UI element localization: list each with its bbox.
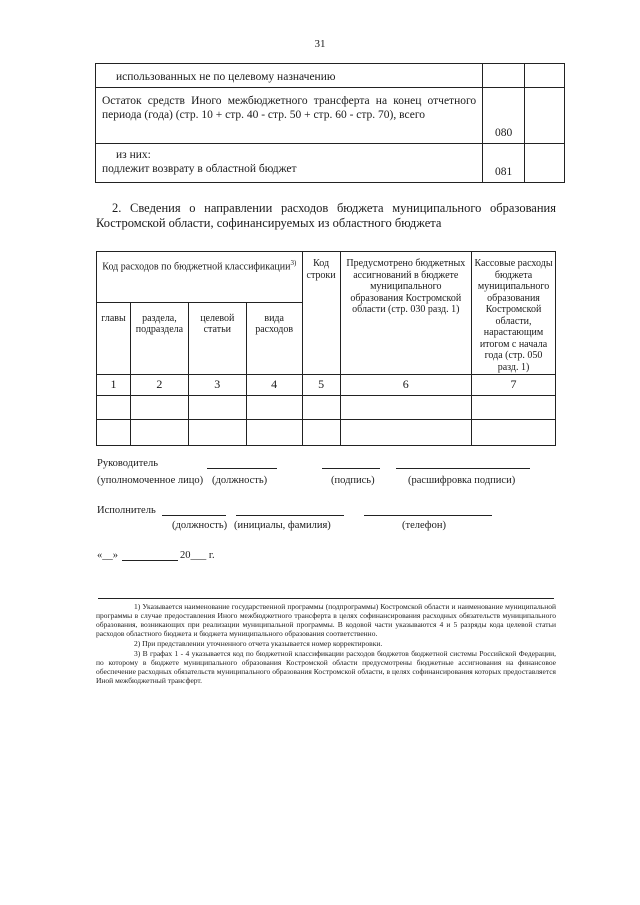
sub-head-chapter: главы [97,302,131,374]
col-number: 5 [302,375,340,396]
row-label: использованных не по целевому назначению [96,64,483,88]
signature-label: (подпись) [331,475,375,486]
executor-name-line [236,515,344,516]
date-year: 20___ г. [180,550,215,561]
executor-position-line [162,515,226,516]
head-group-cell [97,252,303,303]
col-number: 7 [472,375,556,396]
page-number: 31 [314,38,326,50]
executor-phone-line [364,515,492,516]
header-row [97,252,556,303]
col-number: 1 [97,375,131,396]
head-decode-line [396,468,530,469]
decode-label: (расшифровка подписи) [408,475,516,486]
row-value [525,64,565,88]
expenses-table [96,251,556,446]
row-code: 080 [483,88,525,144]
head-position-line [207,468,277,469]
col-code: Код строки [302,252,340,375]
head-group: Код расходов по бюджетной классификации [102,261,291,273]
top-table [95,63,565,183]
executor-label: Исполнитель [97,505,156,516]
col-planned: Предусмотрено бюджетных ассигнований в бюджете муниципального образования Костромской области (стр. 030 разд. 1) [340,252,471,375]
row-code: 081 [483,144,525,183]
position-label-2: (должность) [172,520,228,531]
col-number: 2 [130,375,188,396]
footnote-1: 1) Указывается наименование государственной программы (подпрограммы) Костромской области и наименование муниципальной программы в случае предоставления Иного межбюджетного трансферта в целях софинансирования расходных обязательств муниципального образования, возникающих при реализации муниципальной программы. В кодовой части указываются 4 и 5 разряды кода целевой статьи расходов областного бюджета и бюджета муниципального образования соответственно. [96,602,556,638]
row-value [525,88,565,144]
initials-label: (инициалы, фамилия) [234,520,331,531]
footnote-2: 2) При представлении уточненного отчета указывается номер корректировки. [134,639,383,648]
table-row [96,144,565,183]
footnote-separator [98,598,554,599]
section-heading: 2. Сведения о направлении расходов бюджета муниципального образования Костромской области, софинансируемых из областного бюджета [96,201,556,230]
sub-head-article: целевой статьи [188,302,246,374]
sub-head-type: вида расходов [246,302,302,374]
footnote-3: 3) В графах 1 - 4 указывается код по бюджетной классификации расходов бюджетов бюджетной системы Российской Федерации, по которому в бюджете муниципального образования Костромской области предусмотрены бюджетные ассигнования на финансовое обеспечение расходных обязательств муниципального образования Костромской области, в целях софинансирования которых предоставляется Иной межбюджетный трансферт. [96,649,556,685]
row-label-line1: из них: [116,149,151,161]
col-number: 3 [188,375,246,396]
numbers-row [97,375,556,396]
table-row [96,64,565,88]
row-label [96,144,483,183]
row-label: Остаток средств Иного межбюджетного трансферта на конец отчетного периода (года) (стр. 10 + стр. 40 - стр. 50 + стр. 60 - стр. 70), всего [96,88,483,144]
date-prefix: «__» [97,550,118,561]
table-row [97,395,556,419]
head-label: Руководитель [97,458,158,469]
head-signature-line [322,468,380,469]
row-label-line2: подлежит возврату в областной бюджет [102,163,297,175]
footnotes [96,602,556,685]
table-row [97,419,556,445]
col-cash: Кассовые расходы бюджета муниципального образования Костромской области, нарастающим итогом с начала года (стр. 050 разд. 1) [472,252,556,375]
col-number: 6 [340,375,471,396]
table-row [96,88,565,144]
sub-head-section: раздела, подраздела [130,302,188,374]
head-sub-label: (уполномоченное лицо) [97,475,204,486]
position-label: (должность) [212,475,268,486]
date-month-line [122,560,178,561]
col-number: 4 [246,375,302,396]
row-value [525,144,565,183]
phone-label: (телефон) [402,520,446,531]
row-code [483,64,525,88]
head-group-sup: 3) [290,259,297,267]
